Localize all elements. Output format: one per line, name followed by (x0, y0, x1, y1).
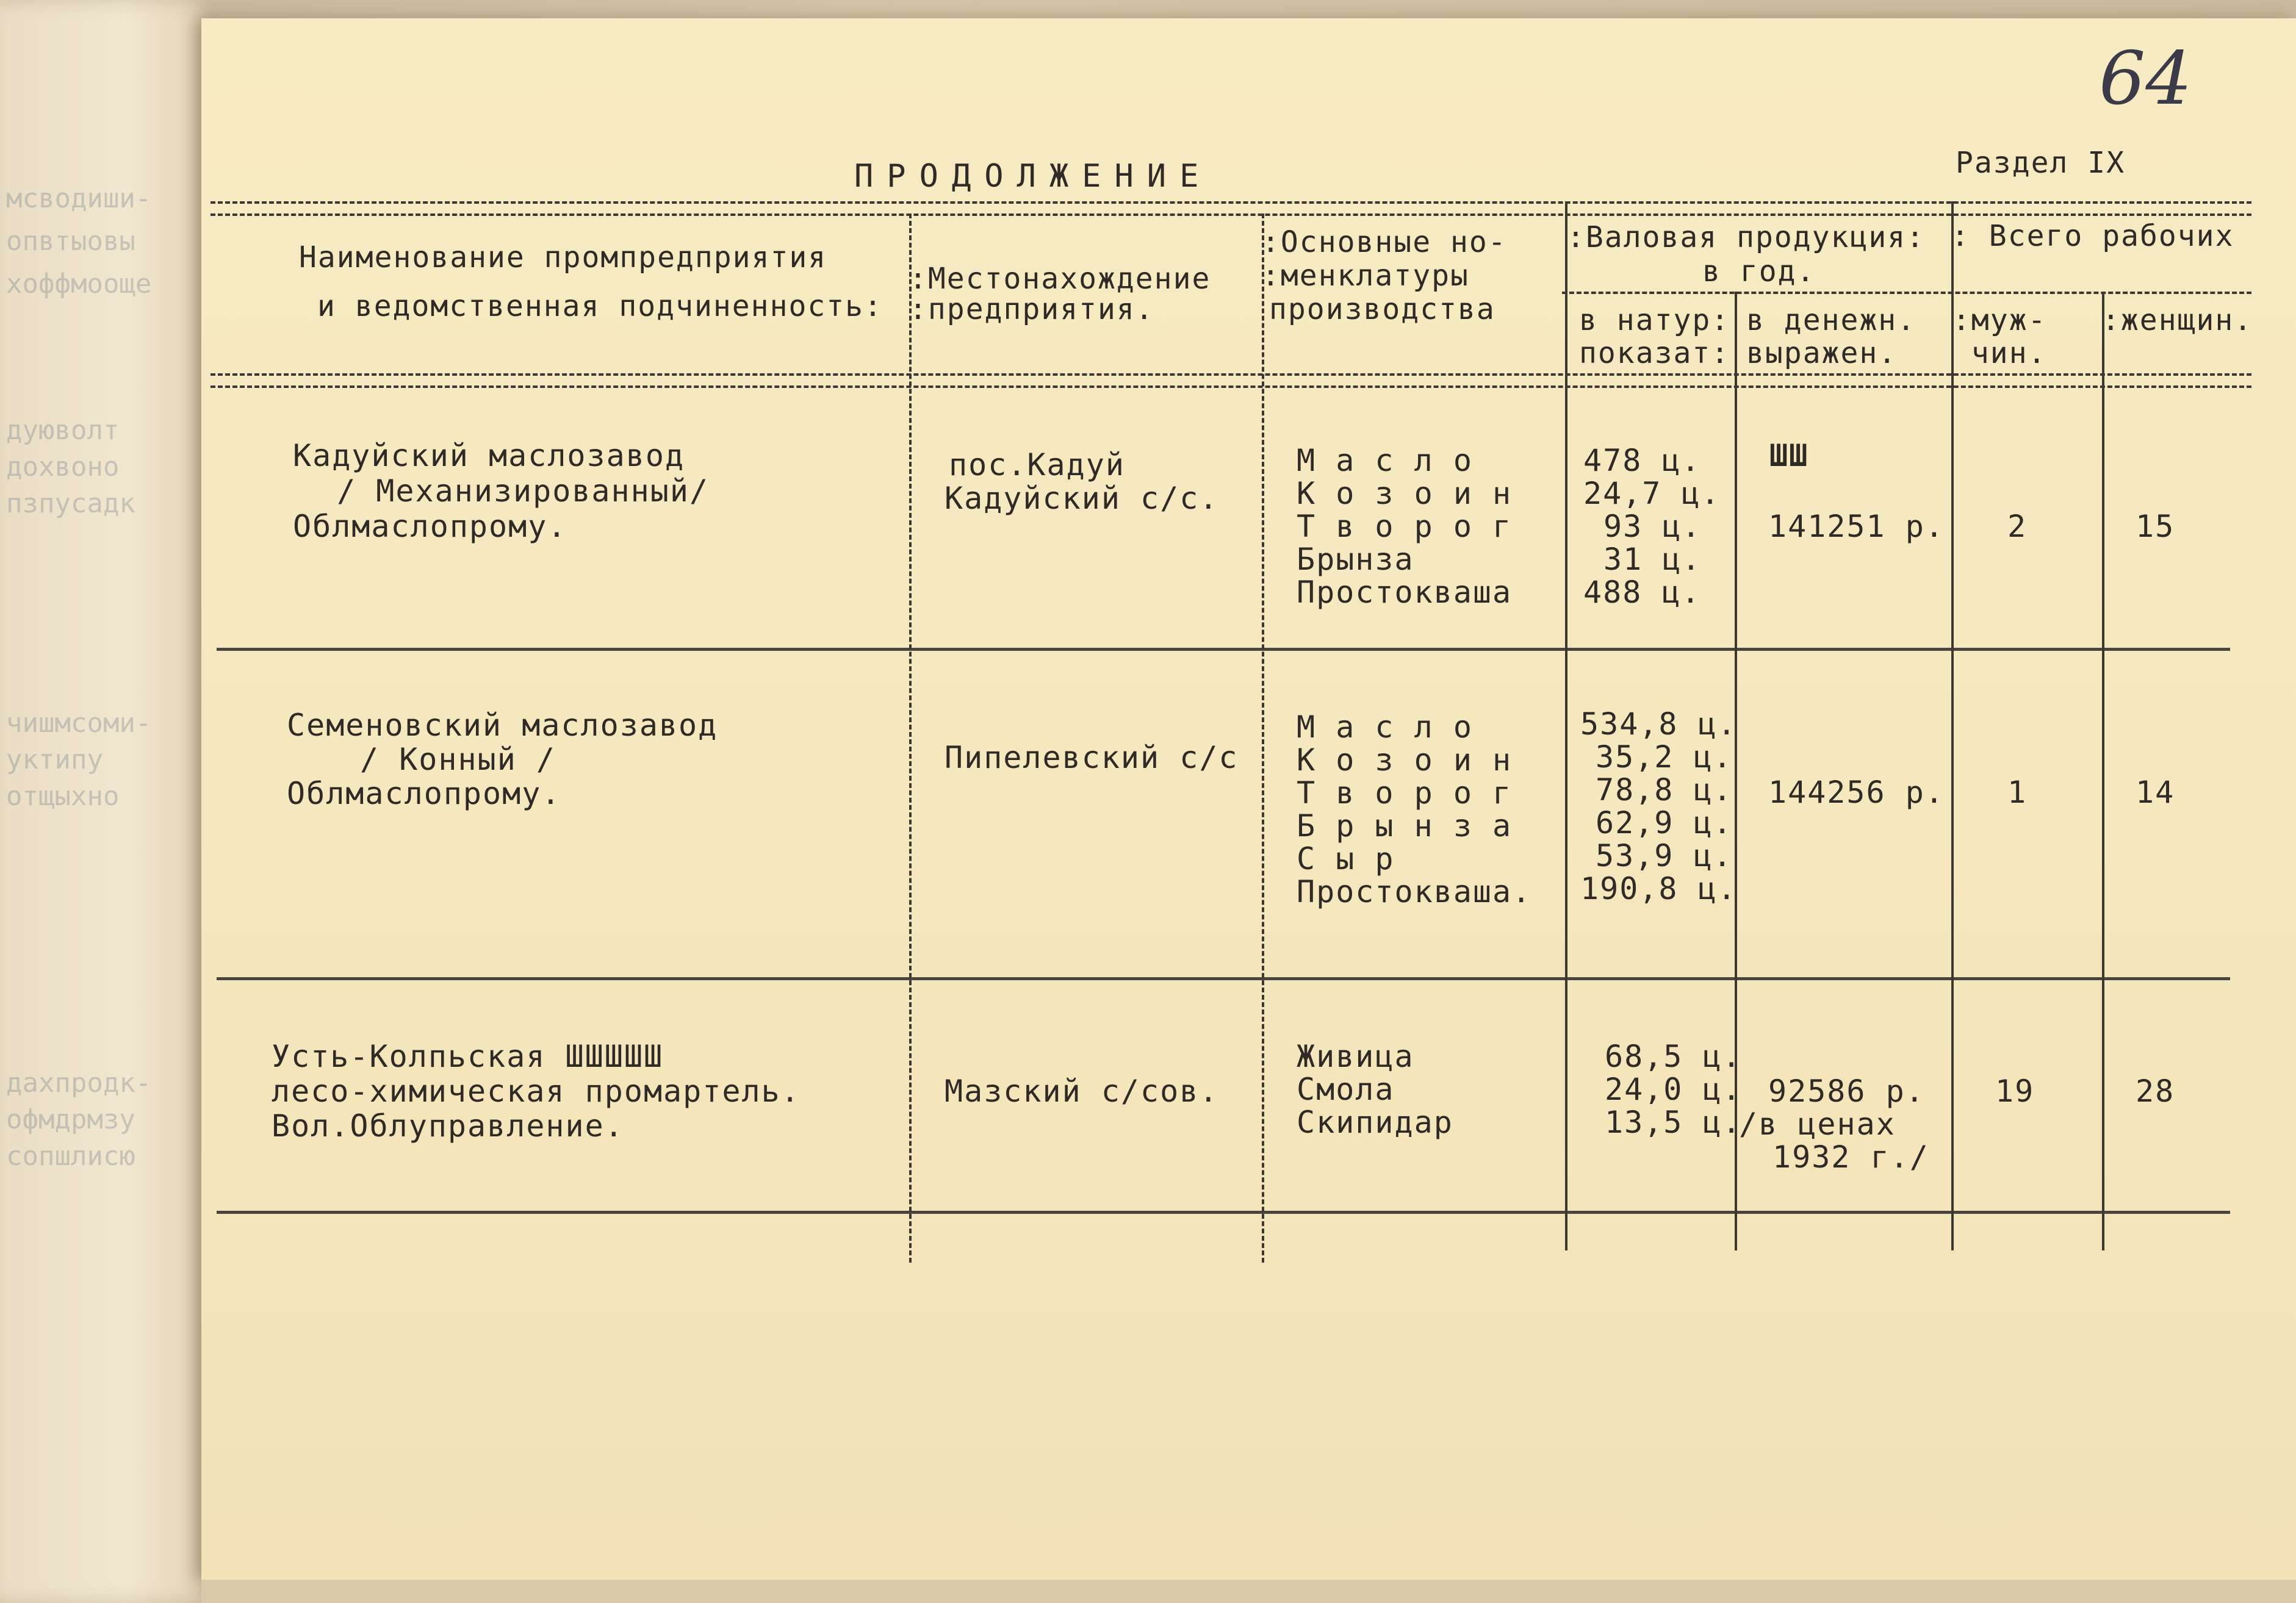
header-money-line1: в денежн. (1746, 303, 1916, 337)
header-natural-line1: в натур: (1579, 303, 1730, 337)
product-item: М а с л о (1297, 709, 1473, 745)
natural-value: 24,7 ц. (1583, 476, 1721, 511)
natural-value: 190,8 ц. (1580, 871, 1737, 906)
ghost-text: мсводиши- (6, 183, 152, 214)
enterprise-ministry: Вол.Облуправление. (272, 1108, 624, 1144)
section-label: Раздел IX (1956, 146, 2126, 180)
header-women: :женщин. (2102, 303, 2253, 337)
natural-value: 53,9 ц. (1596, 838, 1733, 873)
product-item: М а с л о (1297, 443, 1473, 478)
product-item: Т в о р о г (1297, 509, 1513, 544)
women-count: 28 (2136, 1074, 2175, 1109)
document-title: ПРОДОЛЖЕНИЕ (854, 158, 1212, 195)
natural-value: 93 ц. (1603, 509, 1702, 544)
ghost-text: уктипу (6, 744, 103, 775)
ghost-text: сопшлисю (6, 1141, 135, 1172)
money-note: /в ценах (1739, 1106, 1896, 1142)
ghost-text: отщыхно (6, 781, 120, 812)
enterprise-location: Мазский с/сов. (945, 1074, 1219, 1109)
struck-text: ШШ (1769, 438, 1809, 473)
ghost-text: опвтыовы (6, 226, 135, 257)
enterprise-location: Кадуйский с/с. (945, 481, 1219, 516)
money-value: 141251 р. (1768, 509, 1945, 544)
header-location-line2: :предприятия. (909, 292, 1154, 326)
ghost-text: дуюволт (6, 415, 120, 446)
men-count: 2 (2007, 509, 2028, 544)
column-divider (909, 213, 912, 1263)
enterprise-name: Семеновский маслозавод (287, 708, 718, 743)
natural-value: 78,8 ц. (1596, 772, 1733, 808)
natural-value: 488 ц. (1583, 575, 1701, 610)
header-name-line1: Наименование промпредприятия (299, 240, 827, 274)
header-rule-bottom-2 (211, 386, 2251, 388)
ghost-text: хоффмооще (6, 268, 152, 299)
column-divider (1565, 201, 1567, 1250)
enterprise-ministry: Облмаслопрому. (287, 776, 561, 811)
enterprise-type: / Конный / (360, 742, 556, 777)
header-gross-line2: в год. (1702, 254, 1816, 289)
natural-value: 62,9 ц. (1596, 805, 1733, 841)
product-item: Простокваша (1297, 575, 1513, 610)
money-value: 144256 р. (1768, 775, 1945, 810)
enterprise-type: / Механизированный/ (317, 473, 710, 509)
header-rule-bottom (211, 373, 2251, 376)
header-name-line2: и ведомственная подчиненность: (317, 289, 883, 323)
header-products-line3: производства (1269, 292, 1495, 326)
header-rule-top-2 (211, 213, 2251, 216)
money-value: 92586 р. (1768, 1074, 1925, 1109)
product-item: С ы р (1297, 841, 1395, 877)
product-item: Смола (1297, 1072, 1395, 1107)
ghost-text: дахпродк- (6, 1067, 152, 1099)
header-gross-line1: :Валовая продукция: (1567, 220, 1926, 254)
header-products-line2: :менклатуры (1262, 259, 1469, 293)
product-item: Б р ы н з а (1297, 808, 1513, 844)
header-products-line1: :Основные но- (1262, 225, 1507, 259)
header-rule-top (211, 201, 2251, 204)
ghost-text: дохвоно (6, 451, 120, 482)
product-item: К о з о и н (1297, 742, 1513, 778)
men-count: 1 (2007, 775, 2028, 810)
natural-value: 35,2 ц. (1596, 739, 1733, 775)
enterprise-location: Пипелевский с/с (945, 740, 1239, 775)
product-item: Т в о р о г (1297, 775, 1513, 811)
header-natural-line2: показат: (1579, 336, 1730, 370)
enterprise-name: Кадуйский маслозавод (293, 438, 685, 473)
natural-value: 24,0 ц. (1605, 1072, 1742, 1107)
previous-page (0, 0, 211, 1603)
product-item: К о з о и н (1297, 476, 1513, 511)
women-count: 14 (2136, 775, 2175, 810)
page-number: 64 (2099, 37, 2192, 121)
row-separator (217, 648, 2230, 651)
natural-value: 478 ц. (1583, 443, 1701, 478)
header-money-line2: выражен. (1746, 336, 1898, 370)
row-separator (217, 977, 2230, 980)
natural-value: 13,5 ц. (1605, 1105, 1742, 1140)
ghost-text: чишмсоми- (6, 708, 152, 739)
product-item: Живица (1297, 1039, 1414, 1074)
enterprise-ministry: Облмаслопрому. (293, 509, 567, 544)
women-count: 15 (2136, 509, 2175, 544)
natural-value: 31 ц. (1603, 542, 1702, 577)
header-location-line1: :Местонахождение (909, 262, 1211, 296)
natural-value: 68,5 ц. (1605, 1039, 1742, 1074)
enterprise-type: лесо-химическая промартель. (272, 1074, 801, 1109)
sheet-edge (201, 1580, 2296, 1603)
product-item: Простокваша. (1297, 874, 1532, 909)
enterprise-name: Усть-Колпьская ШШШШШ (272, 1039, 664, 1074)
ghost-text: пзпусадк (6, 488, 135, 519)
header-men-line1: :муж- (1952, 303, 2047, 337)
product-item: Брынза (1297, 542, 1414, 577)
column-divider (2102, 292, 2104, 1250)
product-item: Скипидар (1297, 1105, 1453, 1140)
ghost-text: офмдрмзу (6, 1104, 135, 1135)
header-rule-sub (1562, 292, 2251, 294)
header-men-line2: чин. (1952, 336, 2047, 370)
row-separator (217, 1211, 2230, 1214)
column-divider (1262, 213, 1264, 1263)
enterprise-location: пос.Кадуй (949, 447, 1125, 482)
money-note: 1932 г./ (1772, 1139, 1929, 1175)
natural-value: 534,8 ц. (1580, 706, 1737, 742)
header-workers: : Всего рабочих (1951, 219, 2234, 253)
men-count: 19 (1995, 1074, 2035, 1109)
